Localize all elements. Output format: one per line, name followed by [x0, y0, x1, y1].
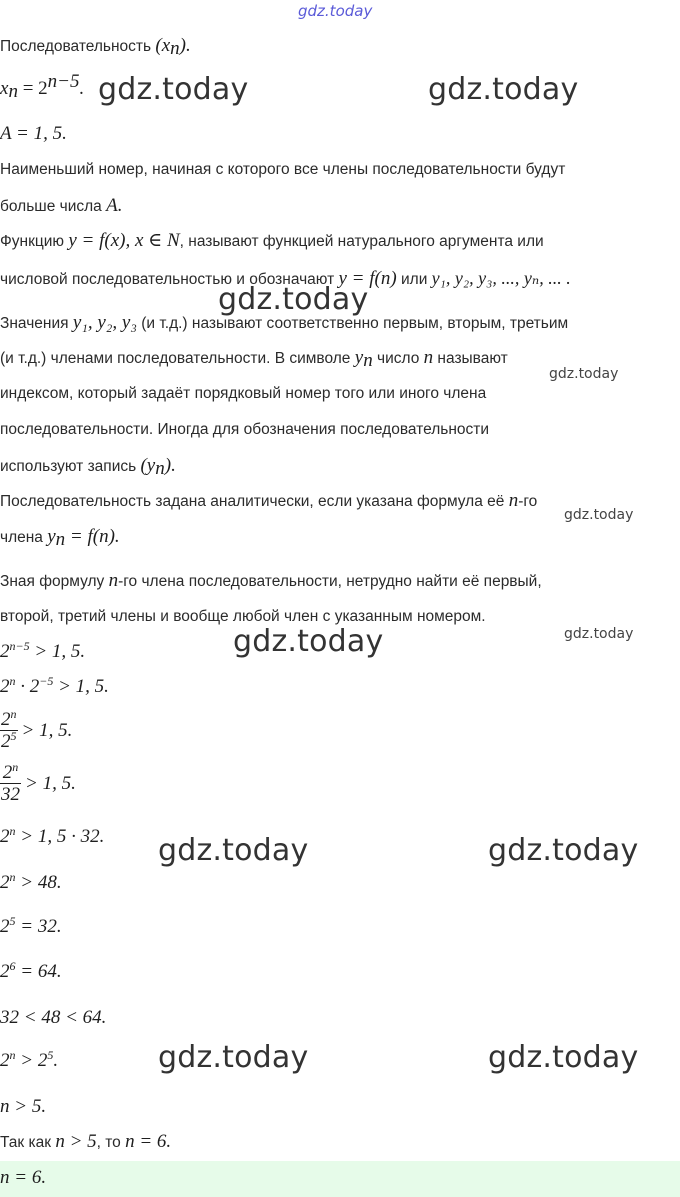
fraction — [0, 760, 21, 806]
step-12 — [0, 1132, 171, 1153]
math: y = f(n) — [338, 268, 397, 289]
watermark: gdz.today — [549, 366, 619, 382]
math: 2 — [0, 641, 10, 662]
text: используют запись — [0, 458, 141, 475]
text: называют — [433, 350, 508, 367]
watermark: gdz.today — [428, 72, 579, 107]
watermark: gdz.today — [488, 1040, 639, 1075]
math: = 2 — [17, 78, 48, 99]
line-notation-cont — [0, 456, 176, 477]
math-sup: 5 — [10, 729, 17, 743]
math: n — [423, 347, 434, 368]
math-sup: n−5 — [9, 639, 30, 653]
text: Функцию — [0, 233, 69, 250]
math: > 2 — [15, 1050, 48, 1071]
text: Зная формулу — [0, 573, 109, 590]
math-sup: n — [9, 870, 16, 884]
text: , то — [96, 1134, 126, 1151]
math: n = 6. — [125, 1131, 172, 1152]
text: числовой последовательностью и обозначают — [0, 271, 339, 288]
math-sup: 5 — [9, 914, 16, 928]
step-5 — [0, 824, 105, 847]
watermark: gdz.today — [218, 282, 369, 317]
math: (x — [155, 35, 171, 56]
watermark: gdz.today — [98, 72, 249, 107]
math-sub: n — [155, 458, 165, 479]
step-9: 32 < 48 < 64. — [0, 1007, 107, 1028]
watermark: gdz.today — [158, 833, 309, 868]
text: (и т.д.) называют соответственно первым, вторым, третьим — [136, 315, 569, 332]
math-sup: n — [9, 824, 16, 838]
numerator: 2 — [2, 762, 13, 783]
math: > 48. — [15, 872, 62, 893]
step-4 — [0, 760, 76, 806]
math: 2 — [0, 826, 10, 847]
math: A. — [106, 195, 123, 216]
math: (y — [140, 455, 156, 476]
step-10 — [0, 1048, 59, 1071]
step-6 — [0, 870, 62, 893]
line-formula-knowledge-cont: второй, третий члены и вообще любой член с указанным номером. — [0, 608, 486, 625]
step-3 — [0, 707, 73, 753]
text: члена — [0, 529, 48, 546]
math: > 1, 5. — [29, 641, 86, 662]
math: = 64. — [15, 961, 62, 982]
step-1 — [0, 639, 86, 662]
math-sub: n — [363, 350, 373, 371]
text: -го — [518, 493, 538, 510]
math: 2 — [0, 676, 10, 697]
watermark: gdz.today — [564, 626, 634, 642]
math-sup: −5 — [39, 674, 54, 688]
text: или — [396, 271, 432, 288]
math-sup: n — [9, 674, 16, 688]
line-task-cont — [0, 196, 122, 217]
line-formula — [0, 71, 85, 102]
math: n — [108, 570, 119, 591]
text: Значения — [0, 315, 73, 332]
math-sup: n — [10, 707, 17, 721]
line-definition — [0, 231, 544, 252]
math: > 1, 5. — [25, 772, 76, 794]
text: , называют функцией натурального аргумента или — [179, 233, 544, 250]
math: y = f(x), x ∈ N — [68, 230, 180, 251]
math: ). — [164, 455, 176, 476]
text: больше числа — [0, 198, 107, 215]
watermark: gdz.today — [564, 507, 634, 523]
line-analytic-cont — [0, 527, 120, 548]
line-values — [0, 313, 568, 334]
math: > 1, 5 · 32. — [15, 826, 105, 847]
text: число — [372, 350, 424, 367]
answer-box — [0, 1161, 680, 1197]
line-sequence — [0, 36, 191, 57]
step-2 — [0, 674, 109, 697]
math-sup: 5 — [47, 1048, 54, 1062]
math: n — [508, 490, 519, 511]
math: 2 — [0, 961, 10, 982]
step-11: n > 5. — [0, 1096, 47, 1117]
math: 2 — [0, 872, 10, 893]
numerator: 2 — [1, 709, 11, 730]
math: . — [53, 1050, 59, 1071]
text: -го члена последовательности, нетрудно найти её первый, — [118, 573, 542, 590]
math-sup: n−5 — [47, 71, 80, 92]
watermark-top: gdz.today — [298, 2, 373, 20]
text: Последовательность — [0, 38, 156, 55]
text: Последовательность задана аналитически, если указана формула её — [0, 493, 509, 510]
math: y — [47, 526, 56, 547]
text: Так как — [0, 1134, 56, 1151]
math: n > 5 — [55, 1131, 97, 1152]
step-7 — [0, 914, 62, 937]
denominator: 2 — [1, 731, 11, 752]
math: y₁, y₂, y₃, ..., yₙ, ... . — [431, 268, 571, 288]
fraction — [0, 707, 18, 753]
math: . — [79, 78, 85, 99]
line-analytic — [0, 491, 537, 512]
line-values-cont — [0, 348, 508, 369]
math-sup: n — [9, 1048, 16, 1062]
line-formula-knowledge — [0, 571, 542, 592]
step-8 — [0, 959, 62, 982]
math: y — [354, 347, 364, 368]
math: ). — [179, 35, 191, 56]
math: 2 — [0, 916, 10, 937]
text: (и т.д.) членами последовательности. В символе — [0, 350, 355, 367]
math-sub: n — [8, 81, 18, 102]
watermark: gdz.today — [233, 624, 384, 659]
line-notation: последовательности. Иногда для обозначения последовательности — [0, 421, 490, 438]
line-definition-cont — [0, 268, 571, 290]
math: > 1, 5. — [21, 719, 73, 741]
math: > 1, 5. — [53, 676, 109, 697]
watermark: gdz.today — [158, 1040, 309, 1075]
line-a-value: A = 1, 5. — [0, 123, 67, 144]
line-index: индексом, который задаёт порядковый номер того или иного члена — [0, 385, 487, 402]
line-task: Наименьший номер, начиная с которого все члены последовательности будут — [0, 161, 566, 178]
math: 2 — [0, 1050, 10, 1071]
math: · 2 — [15, 676, 40, 697]
math-sup: n — [12, 760, 19, 774]
math: = 32. — [15, 916, 62, 937]
math: = f(n). — [65, 526, 120, 547]
math-sub: n — [55, 529, 66, 550]
math: x — [0, 78, 9, 99]
denominator: 32 — [1, 784, 20, 805]
math-sup: 6 — [9, 959, 16, 973]
math: y₁, y₂, y₃ — [72, 312, 137, 333]
watermark: gdz.today — [488, 833, 639, 868]
math-sub: n — [170, 38, 180, 59]
answer-text: n = 6. — [0, 1167, 47, 1188]
